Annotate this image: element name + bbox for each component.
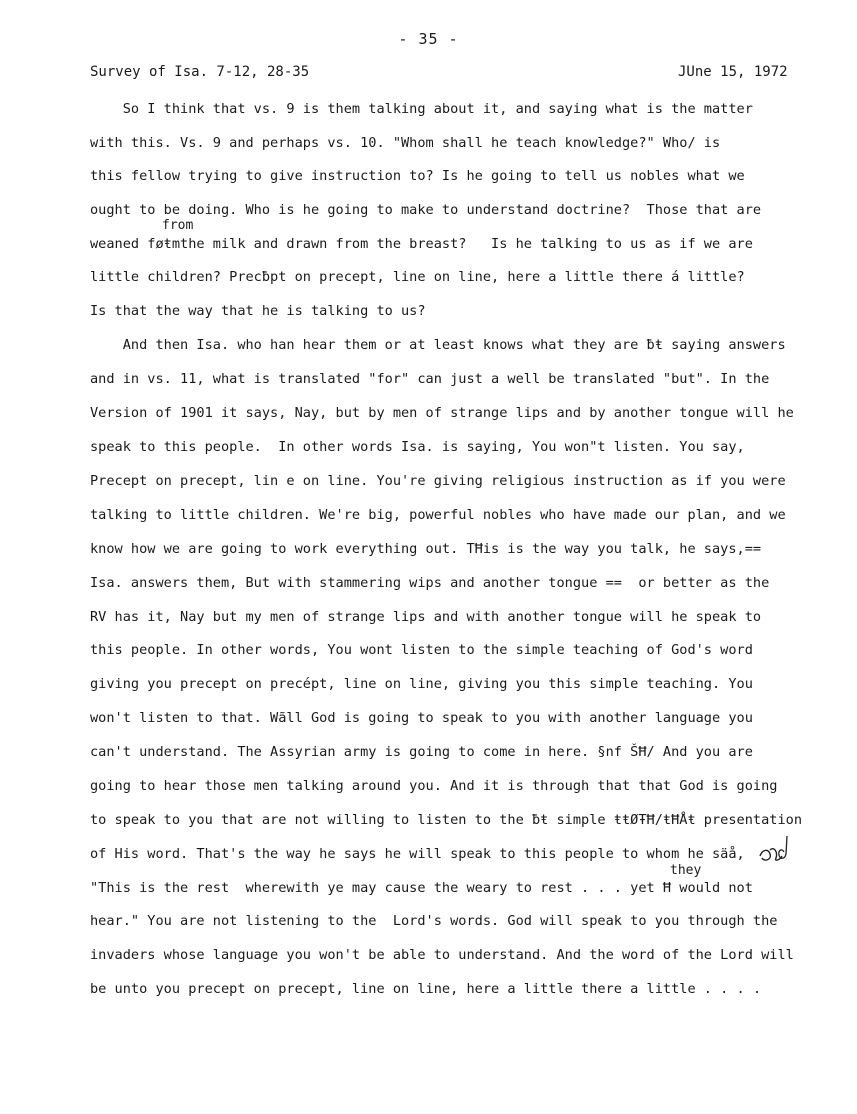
text-line: going to hear those men talking around you. And it is through that that God is going bbox=[90, 778, 778, 794]
text-line: invaders whose language you won't be able to understand. And the word of the Lord will bbox=[90, 947, 794, 963]
text-line: And then Isa. who han hear them or at least knows what they are ƀŧ saying answers bbox=[90, 337, 786, 353]
text-line: won't listen to that. Wãll God is going to speak to you with another language you bbox=[90, 710, 753, 726]
text-line: So I think that vs. 9 is them talking about it, and saying what is the matter bbox=[90, 101, 753, 117]
text-line: of His word. That's the way he says he will speak to this people to whom he säå, bbox=[90, 846, 745, 862]
text-line: can't understand. The Assyrian army is going to come in here. §nf ŠĦ/ And you are bbox=[90, 744, 753, 760]
text-line: ought to be doing. Who is he going to make to understand doctrine? Those that are bbox=[90, 202, 762, 218]
text-line: RV has it, Nay but my men of strange lips and with another tongue will he speak to bbox=[90, 609, 762, 625]
document-date: JUne 15, 1972 bbox=[678, 64, 788, 80]
text-line: hear." You are not listening to the Lord's words. God will speak to you through the bbox=[90, 913, 778, 929]
text-line: know how we are going to work everything out. TĦis is the way you talk, he says,== bbox=[90, 541, 762, 557]
text-line: talking to little children. We're big, powerful nobles who have made our plan, and we bbox=[90, 507, 786, 523]
text-line: this people. In other words, You wont listen to the simple teaching of God's word bbox=[90, 642, 753, 658]
interlinear-insertion: from bbox=[162, 218, 194, 233]
text-line: Isa. answers them, But with stammering wips and another tongue == or better as the bbox=[90, 575, 770, 591]
text-line: weaned føŧmthe milk and drawn from the breast? Is he talking to us as if we are bbox=[90, 236, 753, 252]
text-line: giving you precept on precépt, line on line, giving you this simple teaching. You bbox=[90, 676, 753, 692]
text-line: this fellow trying to give instruction to? Is he going to tell us nobles what we bbox=[90, 168, 745, 184]
page-number: - 35 - bbox=[398, 30, 459, 48]
text-line: to speak to you that are not willing to listen to the ƀŧ simple ŧŧØŦĦ/ŧĦÅŧ presentation bbox=[90, 812, 803, 828]
interlinear-insertion: they bbox=[670, 863, 702, 878]
text-line: be unto you precept on precept, line on line, here a little there a little . . . . bbox=[90, 981, 762, 997]
text-line: "This is the rest wherewith ye may cause the weary to rest . . . yet Ħ would not bbox=[90, 880, 753, 896]
text-line: Version of 1901 it says, Nay, but by men of strange lips and by another tongue will he bbox=[90, 405, 794, 421]
text-line: and in vs. 11, what is translated "for" can just a well be translated "but". In the bbox=[90, 371, 770, 387]
handwritten-correction bbox=[758, 830, 792, 866]
text-line: with this. Vs. 9 and perhaps vs. 10. "Whom shall he teach knowledge?" Who∕ is bbox=[90, 135, 721, 151]
text-line: Is that the way that he is talking to us? bbox=[90, 303, 426, 319]
text-line: speak to this people. In other words Isa. is saying, You won"t listen. You say, bbox=[90, 439, 745, 455]
text-line: little children? Precƀpt on precept, line on line, here a little there á little? bbox=[90, 269, 745, 285]
document-title: Survey of Isa. 7-12, 28-35 bbox=[90, 64, 310, 80]
text-line: Precept on precept, lin e on line. You're giving religious instruction as if you were bbox=[90, 473, 786, 489]
